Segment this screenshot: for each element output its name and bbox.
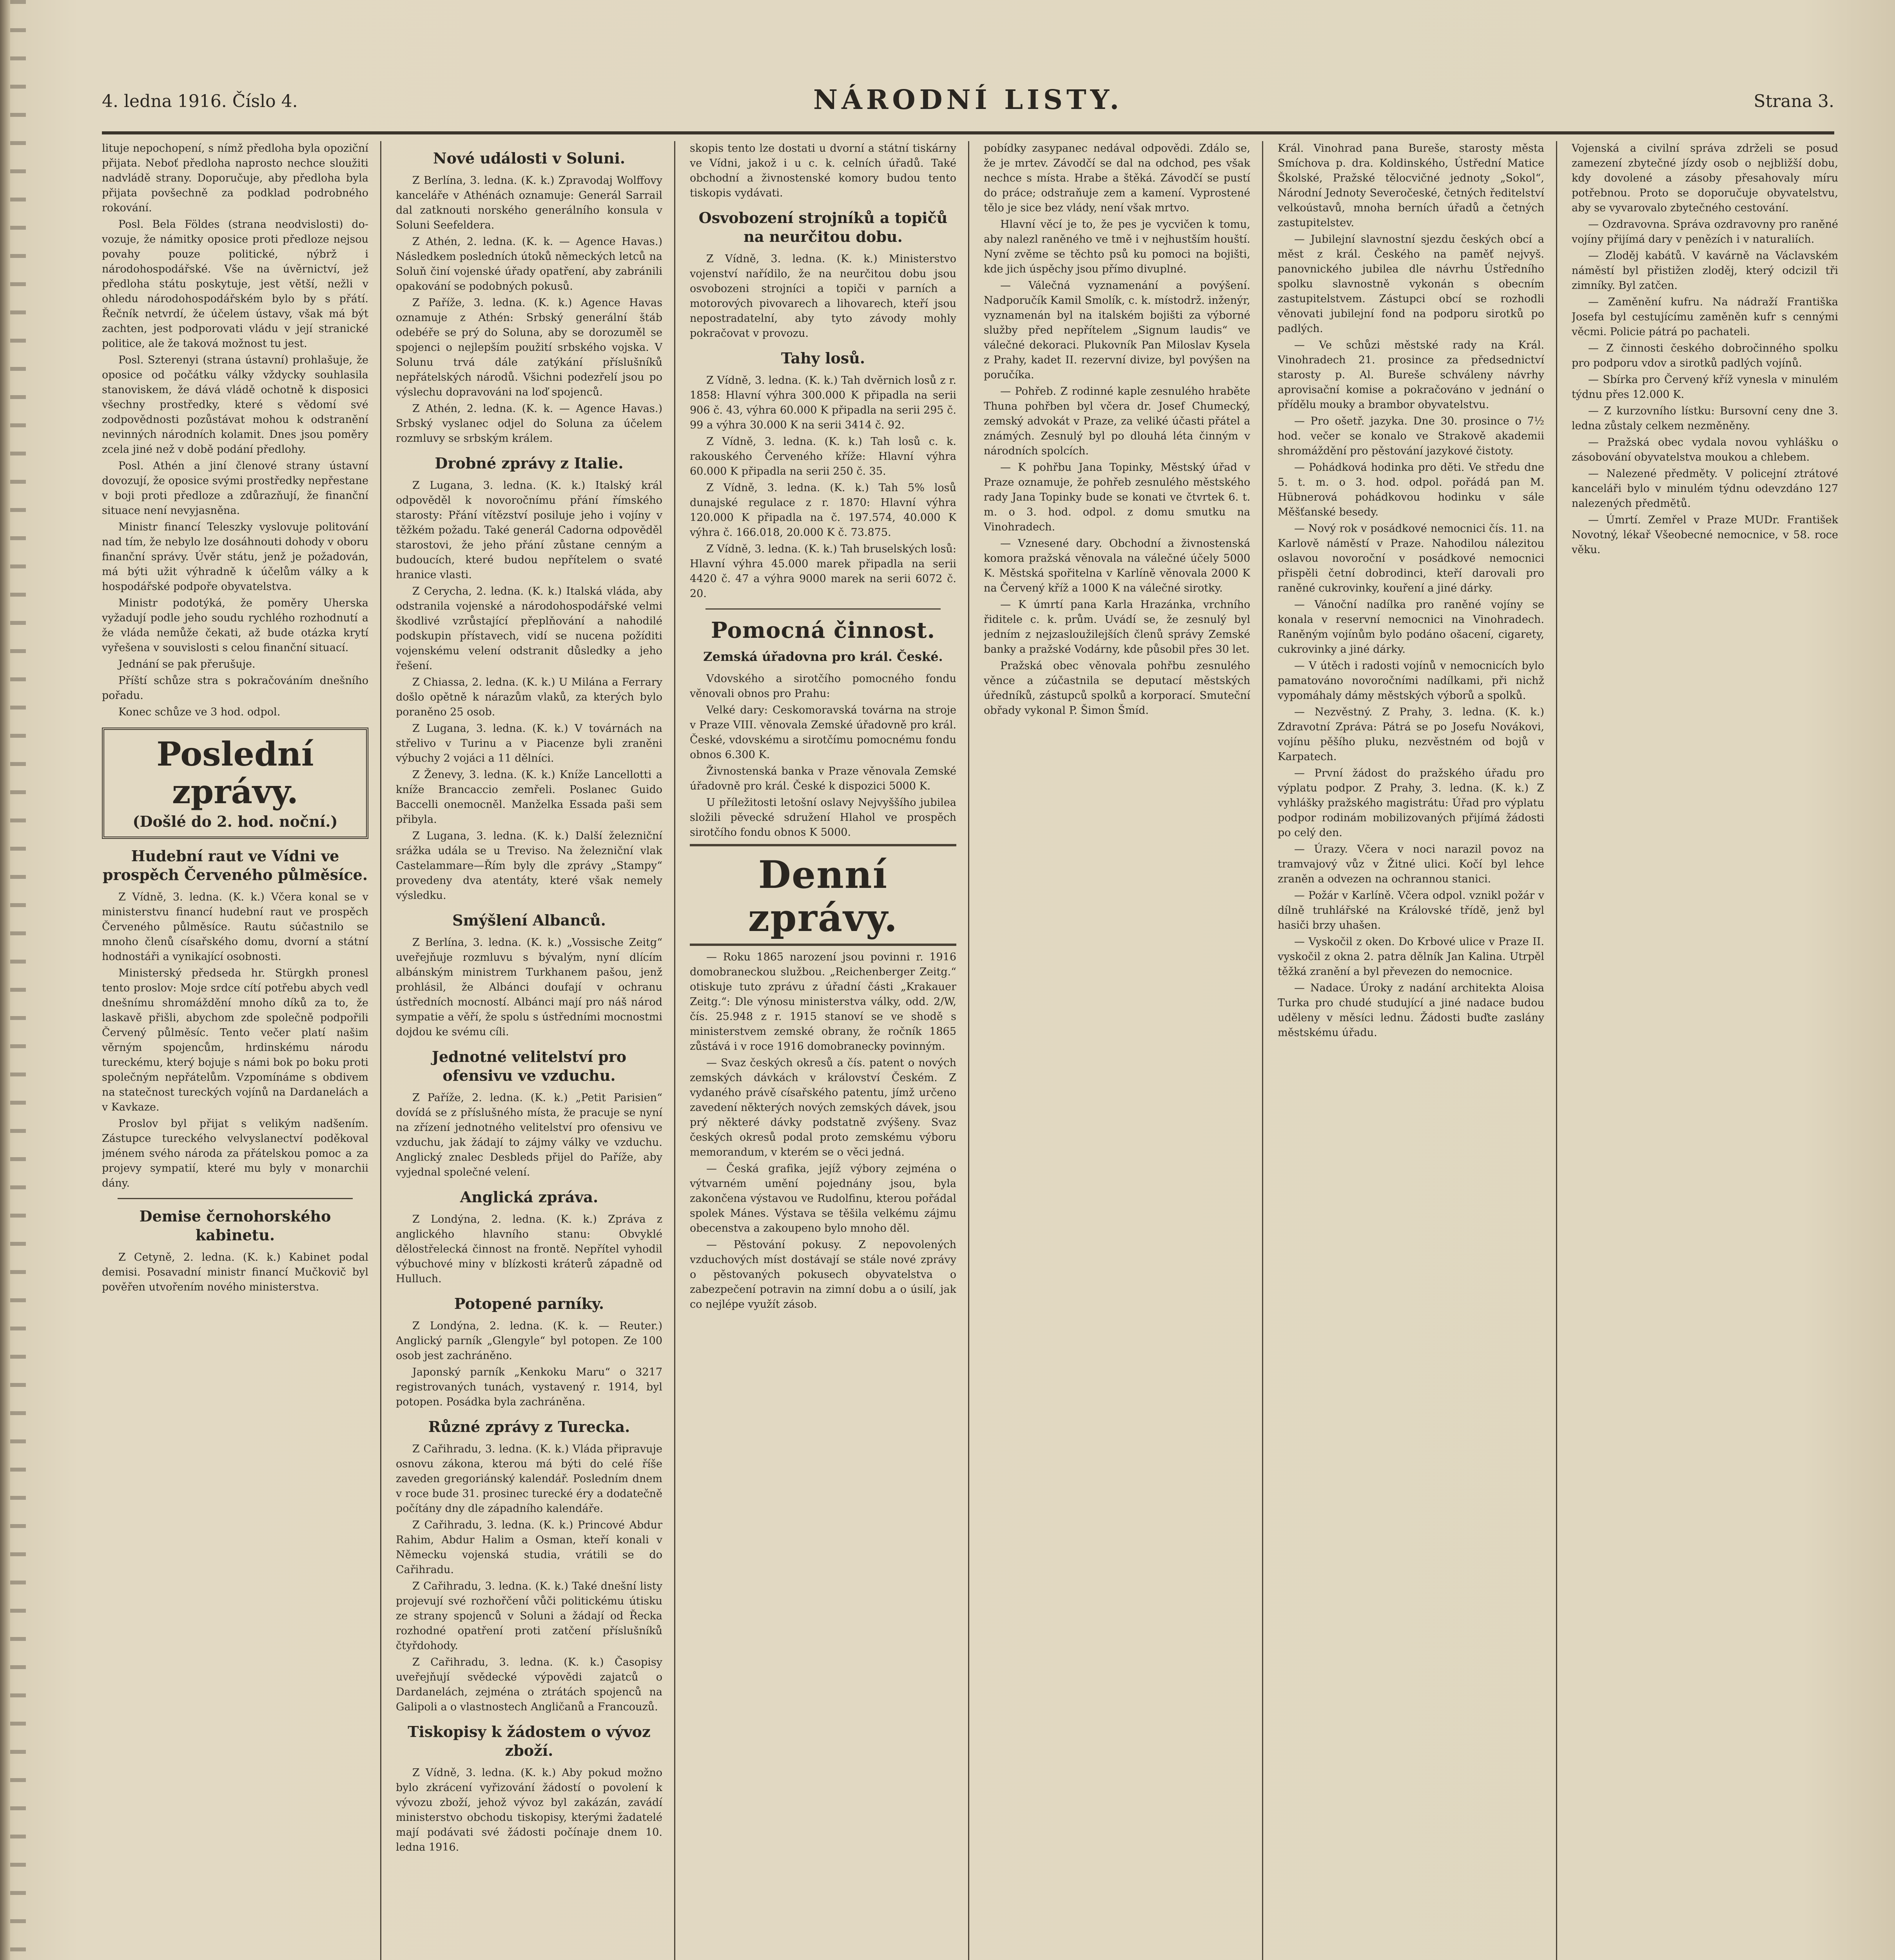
paragraph: Z Cařihradu, 3. ledna. (K. k.) Časopisy uveřejňují svědecké výpovědi zajatců o Dardanelách, zejména o ztrátách spojenců na Galipoli a o vlastnostech Angličanů a Francouzů. bbox=[396, 1656, 662, 1713]
latest-news-subtitle: (Došlé do 2. hod. noční.) bbox=[132, 813, 338, 830]
paragraph: lituje nepochopení, s nímž předloha byla opoziční přijata. Neboť předloha naprosto nechce sloužiti nadvládě strany. Doporučuje, aby předloha byla přijata povšechně za podklad podrobného rokování. bbox=[102, 142, 368, 214]
paragraph: Z Vídně, 3. ledna. (K. k.) Ministerstvo vojenství nařídilo, že na neurčitou dobu jsou osvobozeni strojníci a topiči v parních a motorových pivovarech a lihovarech, kteří jsou nepostradatelní, aby tyto závody mohly pokračovat v provozu. bbox=[690, 253, 956, 339]
paragraph: Z Londýna, 2. ledna. (K. k.) Zpráva z anglického hlavního stanu: Obvyklé dělostřelecká činnost na frontě. Nepřítel vyhodil výbuchové miny v blízkosti kráterů západně od Hulluch. bbox=[396, 1213, 662, 1285]
paragraph: Pražská obec věnovala pohřbu zesnulého věnce a zúčastnila se deputací městských úředníků, zástupců spolků a korporací. Smuteční obřady vykonal P. Šimon Šmíd. bbox=[984, 660, 1250, 717]
paragraph: Z Athén, 2. ledna. (K. k. — Agence Havas.) Následkem posledních útoků německých letců na Soluň činí vojenské úřady opatření, aby zabránili opakování se podobných pokusů. bbox=[396, 236, 662, 292]
paragraph: Z Cařihradu, 3. ledna. (K. k.) Vláda připravuje osnovu zákona, kterou má býti do celé říše zaveden gregoriánský kalendář. Posledním dnem v roce bude 31. prosinec turecké éry a dodatečně počítány dny dle západního kalendáře. bbox=[396, 1443, 662, 1515]
paragraph: Král. Vinohrad pana Bureše, starosty města Smíchova p. dra. Koldinského, Ústřední Matice Školské, Pražské tělocvičné jednoty „Sokol“, Národní Jednoty Severočeské, četných ředitelství velkoústavů, mnoha berních úřadů a četných zastupitelstev. bbox=[1278, 142, 1544, 229]
masthead-rule bbox=[102, 131, 1834, 134]
paragraph: Z Vídně, 3. ledna. (K. k.) Tah losů c. k. rakouského Červeného kříže: Hlavní výhra 60.000 K připadla na serii 250 č. 35. bbox=[690, 436, 956, 477]
article-headline: Demise černohorského kabinetu. bbox=[139, 1207, 331, 1244]
paragraph: Z Cetyně, 2. ledna. (K. k.) Kabinet podal demisi. Posavadní ministr financí Mučkovič byl pověřen utvořením nového ministerstva. bbox=[102, 1251, 368, 1293]
paragraph: — Pohádková hodinka pro děti. Ve středu dne 5. t. m. o 3. hod. odpol. pořádá pan M. Hübnerová pohádkovou hodinku v sále Měšťanské besedy. bbox=[1278, 461, 1544, 518]
paragraph: — Nový rok v posádkové nemocnici čís. 11. na Karlově náměstí v Praze. Nahodilou nálezitou oslavou novoroční v posádkové nemocnici přispěli četní dobrodinci, kteří darovali pro raněné cukrovinky, kouření a jiné dárky. bbox=[1278, 523, 1544, 594]
paragraph: Vojenská a civilní správa zdrželi se posud zamezení zbytečné jízdy osob o nejbližší dobu, kdy dovolené a zásoby přesahovaly míru potřebnou. Proto se doporučuje obyvatelstvu, aby se vyvarovalo zbytečného cestování. bbox=[1572, 142, 1838, 214]
paragraph: Z Lugana, 3. ledna. (K. k.) Další železniční srážka udála se u Treviso. Na železniční vlak Castelammare—Řím byly dle zprávy „Stampy“ provedeny dva atentáty, které však nemely výsledku. bbox=[396, 830, 662, 902]
paragraph: — Vánoční nadílka pro raněné vojíny se konala v reservní nemocnici na Vinohradech. Raněným vojínům bylo podáno ošacení, cigarety, cukrovinky a jiné dárky. bbox=[1278, 599, 1544, 655]
paragraph: Z Londýna, 2. ledna. (K. k. — Reuter.) Anglický parník „Glengyle“ byl potopen. Ze 100 osob jest zachráněno. bbox=[396, 1320, 662, 1362]
paragraph: Z Paříže, 3. ledna. (K. k.) Agence Havas oznamuje z Athén: Srbský generální štáb odebéře se prý do Soluna, aby se dorozuměl se spojenci o nejlepším použití srbského vojska. V Solunu trvá dále zatýkání příslušníků nepřátelských národů. Všichni podezřelí jsou po výslechu dopravováni na loď spojenců. bbox=[396, 297, 662, 398]
section-headline: Pomocná činnost. bbox=[711, 617, 936, 643]
paragraph: Hlavní věcí je to, že pes je vycvičen k tomu, aby nalezl raněného ve tmě i v nejhustším houští. Nyní zvěme se těchto psů ku pomoci na bojišti, kde jich úspěchy jsou přímo divuplné. bbox=[984, 218, 1250, 275]
stitching-marks bbox=[10, 0, 26, 1960]
paragraph: — Pohřeb. Z rodinné kaple zesnulého hraběte Thuna pohřben byl včera dr. Josef Chumecký, zemský advokát v Praze, za veliké účasti přátel a známých. Zesnulý byl po dlouhá léta činným v národních spolcích. bbox=[984, 385, 1250, 457]
paragraph: — Pěstování pokusy. Z nepovolených vzduchových míst dostávají se stále nové zprávy o pěstovaných pokusech obyvatelstva o zabezpečení potravin na zimní dobu a o úsilí, jak co nejlépe využít zásob. bbox=[690, 1239, 956, 1310]
paragraph: — Nadace. Úroky z nadání architekta Aloisa Turka pro chudé studující a jiné nadace budou uděleny v měsíci lednu. Žádosti buďte zaslány městskému úřadu. bbox=[1278, 982, 1544, 1039]
paragraph: Ministerský předseda hr. Stürgkh pronesl tento proslov: Moje srdce cítí potřebu abych vedl dnešnímu shromáždění mnoho díků za to, že laskavě přišli, abychom zde společně podpořili Červený půlměsíc. Tento večer platí našim věrným spojencům, hrdinskému národu tureckému, který bojuje s námi bok po boku proti společným nepřátelům. Vzpomínáme s obdivem na statečnost tureckých vojínů na Dardanelách a v Kavkaze. bbox=[102, 967, 368, 1113]
article-headline: Tahy losů. bbox=[781, 349, 865, 367]
article-headline: Potopené parníky. bbox=[454, 1295, 604, 1312]
paragraph: — Nalezené předměty. V policejní ztrátové kanceláři bylo v minulém týdnu odevzdáno 127 nalezených předmětů. bbox=[1572, 468, 1838, 510]
paragraph: Ministr financí Teleszky vyslovuje politování nad tím, že nebylo lze dosáhnouti dohody v oboru finanční správy. Úvěr státu, jenž je požadován, má býti užit výhradně k účelům války a k hospodářské podpoře obyvatelstva. bbox=[102, 521, 368, 593]
paragraph: Z Cerycha, 2. ledna. (K. k.) Italská vláda, aby odstranila vojenské a národohospodářské velmi škodlivé vzrůstající přeplňování a nahodilé podskupin přístavech, vidí se nucena požíditi vojenskému velení odstranit důsledky a jeho řešení. bbox=[396, 585, 662, 672]
paragraph: Z Ženevy, 3. ledna. (K. k.) Kníže Lancellotti a kníže Brancaccio zemřeli. Poslanec Guido Baccelli onemocněl. Manželka Essada paši sem přibyla. bbox=[396, 769, 662, 826]
paragraph: Příští schůze stra s pokračováním dnešního pořadu. bbox=[102, 675, 368, 702]
paragraph: — Roku 1865 narození jsou povinni r. 1916 domobraneckou službou. „Reichenberger Zeitg.“ otiskuje tuto zprávu z úřadní části „Krakauer Zeitg.“: Dle výnosu ministerstva války, odd. 2/W, čís. 25.948 z r. 1915 stanoví se ve shodě s ministerstvem zemské obrany, že ročník 1865 zůstává i v roce 1916 domobranecky povinným. bbox=[690, 951, 956, 1053]
article-headline: Nové události v Soluni. bbox=[433, 149, 626, 167]
article-headline: Různé zprávy z Turecka. bbox=[428, 1418, 630, 1436]
page-binding-edge bbox=[0, 0, 10, 1960]
article-headline: Tiskopisy k žádostem o vývoz zboží. bbox=[408, 1723, 651, 1759]
paragraph: Konec schůze ve 3 hod. odpol. bbox=[118, 706, 281, 718]
paragraph: Z Paříže, 2. ledna. (K. k.) „Petit Parisien“ dovídá se z příslušného místa, že pracuje se nyní na zřízení jednotného velitelství pro ofensivu ve vzduchu, jak žádají to zájmy války ve vzduchu. Anglický znalec Desbleds přijel do Paříže, aby vyjednal společné velení. bbox=[396, 1092, 662, 1178]
paragraph: Z Lugana, 3. ledna. (K. k.) V továrnách na střelivo v Turinu a v Piacenze byli zraněni výbuchy 2 vojáci a 11 dělníci. bbox=[396, 722, 662, 764]
article-headline: Jednotné velitelství pro ofensivu ve vzduchu. bbox=[432, 1048, 627, 1084]
paragraph: Z Vídně, 3. ledna. (K. k.) Aby pokud možno bylo zkrácení vyřizování žádostí o povolení k vývozu zboží, jehož vývoz byl zakázán, zavádí ministerstvo obchodu tiskopisy, kterými žadatelé mají podávati své žádosti počínaje dnem 10. ledna 1916. bbox=[396, 1767, 662, 1853]
paragraph: — Ve schůzi městské rady na Král. Vinohradech 21. prosince za předsednictví starosty p. Al. Bureše schváleny návrhy aprovisační komise a pokračováno v jednání o přídělu mouky a brambor obyvatelstvu. bbox=[1278, 339, 1544, 411]
section-headline: Denní zprávy. bbox=[748, 853, 898, 940]
paragraph: Z Lugana, 3. ledna. (K. k.) Italský král odpověděl k novoročnímu přání římského starosty: Přání vítězství posiluje jeho i vojíny v těžkém požadu. Také generál Cadorna odpověděl starostovi, že jeho přání zůstane cenným a budoucích, které budou nepřítelem o svaté hranice vlasti. bbox=[396, 479, 662, 581]
paragraph: Z Chiassa, 2. ledna. (K. k.) U Milána a Ferrary došlo opětně k nárazům vlaků, za kterých bylo poraněno 25 osob. bbox=[396, 676, 662, 718]
paragraph: Z Vídně, 3. ledna. (K. k.) Tah bruselských losů: Hlavní výhra 45.000 marek připadla na serii 4420 č. 47 a výhra 9000 marek na serii 6072 č. 20. bbox=[690, 543, 956, 600]
column-divider bbox=[968, 141, 969, 1960]
paragraph: Z Vídně, 3. ledna. (K. k.) Tah dvěrnich losů z r. 1858: Hlavní výhra 300.000 K připadla na serii 906 č. 43, výhra 60.000 K připadla na serii 295 č. 99 a výhra 30.000 K na serii 3414 č. 92. bbox=[690, 374, 956, 431]
divider bbox=[118, 1198, 353, 1199]
paragraph: Posl. Szterenyi (strana ústavní) prohlašuje, že oposice od počátku války vždycky souhlasila stanoviskem, že dává vládě ochotně k disposici všechny prostředky, které s vědomí své zodpovědnosti pozůstávat mohou k odstranění nevinných národních kolamit. Dnes jsou poměry zcela jiné než v době podání předlohy. bbox=[102, 354, 368, 456]
paragraph: — Jubilejní slavnostní sjezdu českých obcí a měst z král. Českého na paměť nejvyš. panovnického jubilea dle návrhu Ústředního spolku slavnostně vykonán s obecním zastupitelstvem. Zástupci obcí se rozhodli věnovati jubilejní fond na podporu sirotků po padlých. bbox=[1278, 233, 1544, 335]
column-divider bbox=[380, 141, 381, 1960]
paragraph: — V útěch i radosti vojínů v nemocnicích bylo pamatováno novoročními nadílkami, při nichž vypomáhaly dámy městských výborů a spolků. bbox=[1278, 660, 1544, 702]
column-divider bbox=[1262, 141, 1263, 1960]
paragraph: Posl. Athén a jiní členové strany ústavní dovozují, že oposice svými prostředky nepřestane v boji proti předloze a zdůrazňují, že finanční situace není nevyjasněna. bbox=[102, 460, 368, 517]
article-headline: Hudební raut ve Vídni ve prospěch Červeného půlměsíce. bbox=[102, 847, 368, 884]
paragraph: — Sbírka pro Červený kříž vynesla v minulém týdnu přes 12.000 K. bbox=[1572, 374, 1838, 401]
latest-news-box bbox=[102, 728, 368, 839]
paragraph: U příležitosti letošní oslavy Nejvyššího jubilea složili pěvecké sdružení Hlahol ve prospěch sirotčího fondu obnos K 5000. bbox=[690, 797, 956, 838]
paragraph: Z Vídně, 3. ledna. (K. k.) Tah 5% losů dunajské regulace z r. 1870: Hlavní výhra 120.000 K připadla na č. 197.574, 40.000 K výhra č. 166.018, 20.000 K č. 73.875. bbox=[690, 482, 956, 539]
paragraph: Ministr podotýká, že poměry Uherska vyžadují podle jeho soudu rychlého rozhodnutí a že vláda nemůže čekati, až bude otázka krytí vyřešena v souvislosti s celou finanční situací. bbox=[102, 597, 368, 654]
article-headline: Smýšlení Albanců. bbox=[452, 911, 606, 929]
paragraph: — Svaz českých okresů a čís. patent o nových zemských dávkách v království Českém. Z vydaného právě císařského patentu, jímž určeno zavedení některých nových zemských dávek, jsou prý některé dávky podstatně zvýšeny. Svaz českých okresů podal proto zemskému výboru memorandum, v kterém se o věci jedná. bbox=[690, 1057, 956, 1158]
paragraph: — Požár v Karlíně. Včera odpol. vznikl požár v dílně truhlářské na Královské třídě, jenž byl hasiči brzy uhašen. bbox=[1278, 889, 1544, 931]
paragraph: Z Cařihradu, 3. ledna. (K. k.) Také dnešní listy projevují své rozhořčení vůči politickému útisku ze strany spojenců v Soluni a žádají od Řecka rozhodné opatření proti zatčení příslušníků čtyřdohody. bbox=[396, 1580, 662, 1652]
paragraph: — Vznesené dary. Obchodní a živnostenská komora pražská věnovala na válečné účely 5000 K. Městská spořitelna v Karlíně věnovala 2000 K na Červený kříž a 1000 K na válečné sirotky. bbox=[984, 537, 1250, 594]
paragraph: — Zaměnění kufru. Na nádraží Františka Josefa byl cestujícímu zaměněn kufr s cennými věcmi. Policie pátrá po pachateli. bbox=[1572, 296, 1838, 338]
paragraph: — K pohřbu Jana Topinky, Městský úřad v Praze oznamuje, že pohřeb zesnulého městského rady Jana Topinky bude se konati ve čtvrtek 6. t. m. o 3. hod. odpol. z domu smutku na Vinohradech. bbox=[984, 461, 1250, 533]
paragraph: Z Cařihradu, 3. ledna. (K. k.) Princové Abdur Rahim, Abdur Halim a Osman, kteří konali v Německu vojenská studia, vrátili se do Cařihradu. bbox=[396, 1519, 662, 1576]
paragraph: Z Vídně, 3. ledna. (K. k.) Včera konal se v ministerstvu financí hudební raut ve prospěch Červeného půlměsíce. Rautu súčastnilo se mnoho členů císařského domu, dvorní a státní hodnostáři a vynikající osobnosti. bbox=[102, 891, 368, 963]
column-5 bbox=[1278, 141, 1544, 1960]
paragraph: Z Athén, 2. ledna. (K. k. — Agence Havas.) Srbský vyslanec odjel do Soluna za účelem rozmluvy se srbským králem. bbox=[396, 403, 662, 445]
paragraph: — Zloděj kabátů. V kavárně na Václavském náměstí byl přistižen zloděj, který odcizil tři zimníky. Byl zatčen. bbox=[1572, 250, 1838, 292]
paragraph: — Pražská obec vydala novou vyhlášku o zásobování obyvatelstva moukou a chlebem. bbox=[1572, 436, 1838, 463]
column-3 bbox=[690, 141, 956, 1960]
paragraph: Japonský parník „Kenkoku Maru“ o 3217 registrovaných tunách, vystavený r. 1914, byl potopen. Posádka byla zachráněna. bbox=[396, 1366, 662, 1408]
date-issue: 4. ledna 1916. Číslo 4. bbox=[102, 91, 298, 111]
latest-news-title: Poslední zprávy. bbox=[156, 735, 314, 811]
page-number: Strana 3. bbox=[1754, 91, 1834, 111]
paragraph: Proslov byl přijat s velikým nadšením. Zástupce tureckého velvyslanectví poděkoval jménem svého národa za přátelskou pomoc a za projevy sympatií, které mu byly v monarchii dány. bbox=[102, 1118, 368, 1189]
paragraph: — Z činnosti českého dobročinného spolku pro podporu vdov a sirotků padlých vojínů. bbox=[1572, 342, 1838, 369]
paragraph: — Ozdravovna. Správa ozdravovny pro raněné vojíny přijímá dary v penězích i v naturaliích. bbox=[1572, 218, 1838, 245]
article-headline: Anglická zpráva. bbox=[460, 1188, 598, 1206]
paragraph: Posl. Bela Földes (strana neodvislosti) do-vozuje, že námitky oposice proti předloze nejsou povahy pouze politické, nýbrž i národohospodářské. Vše na úvěrnictví, jež předloha státu poskytuje, jest větší, nežli v ohledu národohospodářském bylo by s přátí. Řečník netvrdí, že účelem ústavy, však má být zachten, jest podporovati vládu v její stranické politice, ale že taková možnost tu jest. bbox=[102, 218, 368, 350]
paragraph: — Pro ošetř. jazyka. Dne 30. prosince o 7½ hod. večer se konalo ve Strakově akademii shromáždění pro pěstování jazykové čistoty. bbox=[1278, 415, 1544, 457]
column-6 bbox=[1572, 141, 1838, 1960]
paragraph: — K úmrtí pana Karla Hrazánka, vrchního řiditele c. k. prům. Uvádí se, že zesnulý byl jedním z nejzasloužilejších členů správy Zemské banky a pražské Vodárny, kde působil přes 30 let. bbox=[984, 599, 1250, 655]
column-2 bbox=[396, 141, 662, 1960]
paragraph: Velké dary: Ceskomoravská továrna na stroje v Praze VIII. věnovala Zemské úřadovně pro král. České, vdovskému a sirotčímu pomocnému fondu obnos 6.300 K. bbox=[690, 704, 956, 761]
newspaper-title: NÁRODNÍ LISTY. bbox=[813, 84, 1123, 116]
divider bbox=[690, 944, 956, 946]
paragraph: — Nezvěstný. Z Prahy, 3. ledna. (K. k.) Zdravotní Zpráva: Pátrá se po Josefu Novákovi, vojínu pěšího pluku, nezvěstném od bojů v Karpatech. bbox=[1278, 706, 1544, 763]
column-4 bbox=[984, 141, 1250, 1960]
paragraph: pobídky zasypanec nedával odpovědi. Zdálo se, že je mrtev. Závodčí se dal na odchod, pes však nechce s místa. Hrabe a štěká. Závodčí se pustí do práce; odstraňuje zem a kamení. Vyprostené tělo je sice bez vlády, není však mrtvo. bbox=[984, 142, 1250, 214]
paragraph: skopis tento lze dostati u dvorní a státní tiskárny ve Vídni, jakož i u c. k. celních úřadů. Také obchodní a živnostenské komory budou tento tiskopis vydávati. bbox=[690, 142, 956, 199]
column-divider bbox=[1556, 141, 1557, 1960]
paragraph: — Česká grafika, jejíž výbory zejména o výtvarném umění pojednány jsou, byla zakončena výstavou ve Rudolfinu, kterou pořádal spolek Mánes. Výstava se těšila velkému zájmu obecenstva a zakoupeno bylo mnoho děl. bbox=[690, 1163, 956, 1234]
paragraph: — Úrazy. Včera v noci narazil povoz na tramvajový vůz v Žitné ulici. Kočí byl lehce zraněn a odvezen na ochrannou stanici. bbox=[1278, 843, 1544, 885]
paragraph: Z Berlína, 3. ledna. (K. k.) Zpravodaj Wolffovy kanceláře v Athénách oznamuje: Generál Sarrail dal zatknouti norského generálního konsula v Soluni Seefeldera. bbox=[396, 174, 662, 231]
paragraph: — Válečná vyznamenání a povýšení. Nadporučík Kamil Smolík, c. k. místodrž. inženýr, vyznamenán byl na italském bojišti za výborné služby před nepřítelem „Signum laudis“ ve válečné dekoraci. Plukovník Pan Miloslav Kysela z Prahy, kadet II. rezervní divize, byl povýšen na poručíka. bbox=[984, 279, 1250, 381]
article-headline: Osvobození strojníků a topičů na neurčitou dobu. bbox=[698, 209, 948, 245]
paragraph: Živnostenská banka v Praze věnovala Zemské úřadovně pro král. České k dispozici 5000 K. bbox=[690, 765, 956, 792]
paragraph: — Vyskočil z oken. Do Krbové ulice v Praze II. vyskočil z okna 2. patra dělník Jan Kalina. Utrpěl těžká zranění a byl převezen do nemocnice. bbox=[1278, 936, 1544, 978]
paragraph: Vdovského a sirotčího pomocného fondu věnovali obnos pro Prahu: bbox=[690, 673, 956, 700]
paragraph: — Úmrtí. Zemřel v Praze MUDr. František Novotný, lékař Všeobecné nemocnice, v 58. roce věku. bbox=[1572, 514, 1838, 556]
column-divider bbox=[674, 141, 675, 1960]
divider bbox=[705, 608, 941, 610]
section-subheadline: Zemská úřadovna pro král. České. bbox=[703, 649, 943, 664]
paragraph: — První žádost do pražského úřadu pro výplatu podpor. Z Prahy, 3. ledna. (K. k.) Z vyhlášky pražského magistrátu: Úřad pro výplatu podpor rodinám mobilizovaných přijímá žádosti po celý den. bbox=[1278, 767, 1544, 839]
masthead bbox=[102, 80, 1834, 123]
paragraph: Jednání se pak přerušuje. bbox=[118, 658, 256, 670]
article-headline: Drobné zprávy z Italie. bbox=[435, 454, 624, 472]
paragraph: Z Berlína, 3. ledna. (K. k.) „Vossische Zeitg“ uveřejňuje rozmluvu s bývalým, nyní dlícím albánským ministrem Turkhanem pašou, jenž prohlásil, že Albánci doufají v ochranu ústředních mocností. Albánci mají pro náš národ sympatie a věří, že spolu s ústředními mocnostmi dojdou ke svému cíli. bbox=[396, 936, 662, 1038]
column-1 bbox=[102, 141, 368, 1960]
paragraph: — Z kurzovního lístku: Bursovní ceny dne 3. ledna zůstaly celkem nezměněny. bbox=[1572, 405, 1838, 432]
divider bbox=[690, 844, 956, 846]
